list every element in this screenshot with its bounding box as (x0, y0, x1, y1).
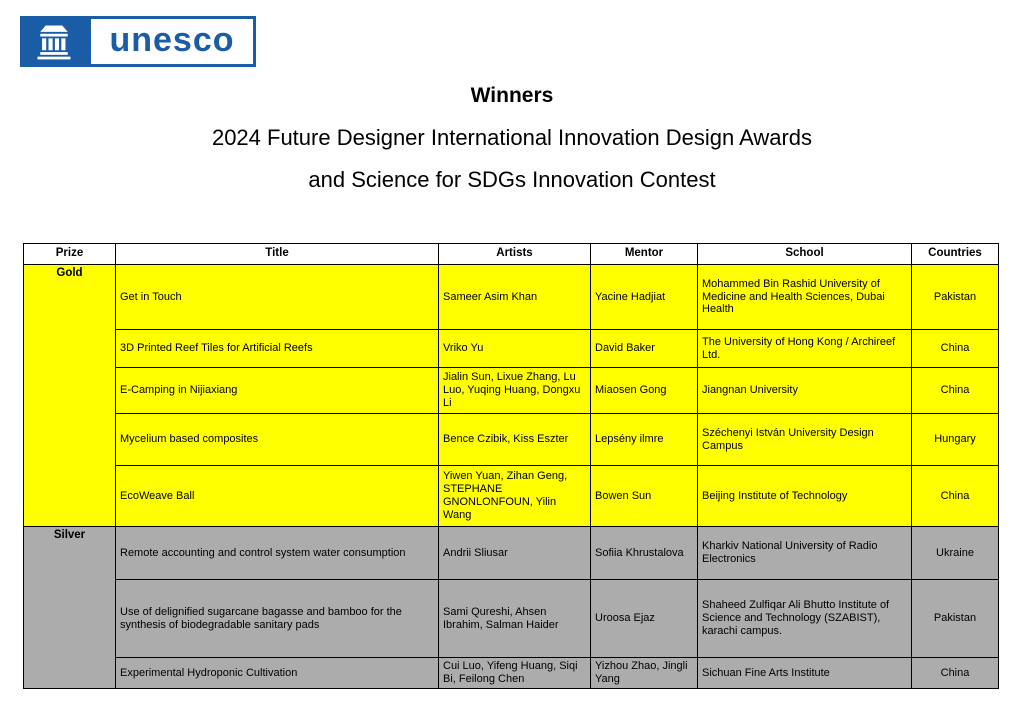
school-cell: Shaheed Zulfiqar Ali Bhutto Institute of Science and Technology (SZABIST), karachi campus. (698, 580, 912, 658)
school-cell: The University of Hong Kong / Archireef Ltd. (698, 330, 912, 368)
title-cell: Remote accounting and control system water consumption (116, 527, 439, 580)
title-cell: Get in Touch (116, 265, 439, 330)
title-cell: 3D Printed Reef Tiles for Artificial Reefs (116, 330, 439, 368)
prize-cell-gold: Gold (24, 265, 116, 527)
header-prize: Prize (24, 244, 116, 265)
mentor-cell: Yizhou Zhao, Jingli Yang (591, 658, 698, 689)
school-cell: Kharkiv National University of Radio Electronics (698, 527, 912, 580)
artists-cell: Bence Czibik, Kiss Eszter (439, 414, 591, 466)
table-row (24, 330, 999, 368)
country-cell: Pakistan (912, 580, 999, 658)
header-mentor: Mentor (591, 244, 698, 265)
mentor-cell: Miaosen Gong (591, 368, 698, 414)
artists-cell: Sami Qureshi, Ahsen Ibrahim, Salman Haider (439, 580, 591, 658)
table-row (24, 265, 999, 330)
page-subtitle-line1: 2024 Future Designer International Innovation Design Awards (211, 125, 813, 150)
title-block (0, 84, 1024, 209)
header-countries: Countries (912, 244, 999, 265)
mentor-cell: Lepsény ilmre (591, 414, 698, 466)
mentor-cell: David Baker (591, 330, 698, 368)
artists-cell: Jialin Sun, Lixue Zhang, Lu Luo, Yuqing Huang, Dongxu Li (439, 368, 591, 414)
title-cell: EcoWeave Ball (116, 466, 439, 527)
title-cell: Mycelium based composites (116, 414, 439, 466)
school-cell: Széchenyi István University Design Campus (698, 414, 912, 466)
mentor-cell: Sofiia Khrustalova (591, 527, 698, 580)
table-row (24, 527, 999, 580)
artists-cell: Sameer Asim Khan (439, 265, 591, 330)
artists-cell: Cui Luo, Yifeng Huang, Siqi Bi, Feilong Chen (439, 658, 591, 689)
title-cell: E-Camping in Nijiaxiang (116, 368, 439, 414)
country-cell: China (912, 330, 999, 368)
country-cell: Ukraine (912, 527, 999, 580)
winners-table (23, 243, 999, 689)
title-cell: Use of delignified sugarcane bagasse and bamboo for the synthesis of biodegradable sanitary pads (116, 580, 439, 658)
title-cell: Experimental Hydroponic Cultivation (116, 658, 439, 689)
school-cell: Jiangnan University (698, 368, 912, 414)
mentor-cell: Yacine Hadjiat (591, 265, 698, 330)
artists-cell: Yiwen Yuan, Zihan Geng, STEPHANE GNONLONFOUN, Yilin Wang (439, 466, 591, 527)
prize-cell-silver: Silver (24, 527, 116, 689)
unesco-temple-icon (20, 16, 88, 67)
unesco-wordmark-text: unesco (109, 20, 235, 59)
artists-cell: Andrii Sliusar (439, 527, 591, 580)
header-school: School (698, 244, 912, 265)
artists-cell: Vriko Yu (439, 330, 591, 368)
winners-table-container (23, 243, 1000, 689)
country-cell: Hungary (912, 414, 999, 466)
header-artists: Artists (439, 244, 591, 265)
table-row (24, 580, 999, 658)
table-header-row (24, 244, 999, 265)
table-row (24, 414, 999, 466)
school-cell: Sichuan Fine Arts Institute (698, 658, 912, 689)
school-cell: Beijing Institute of Technology (698, 466, 912, 527)
table-row (24, 658, 999, 689)
mentor-cell: Bowen Sun (591, 466, 698, 527)
country-cell: Pakistan (912, 265, 999, 330)
table-row (24, 466, 999, 527)
table-row (24, 368, 999, 414)
unesco-logo (20, 16, 256, 67)
school-cell: Mohammed Bin Rashid University of Medicine and Health Sciences, Dubai Health (698, 265, 912, 330)
country-cell: China (912, 466, 999, 527)
mentor-cell: Uroosa Ejaz (591, 580, 698, 658)
unesco-wordmark (88, 16, 256, 67)
header-title: Title (116, 244, 439, 265)
country-cell: China (912, 658, 999, 689)
country-cell: China (912, 368, 999, 414)
page-title: Winners (470, 84, 554, 107)
page-subtitle-line2: and Science for SDGs Innovation Contest (308, 167, 716, 192)
